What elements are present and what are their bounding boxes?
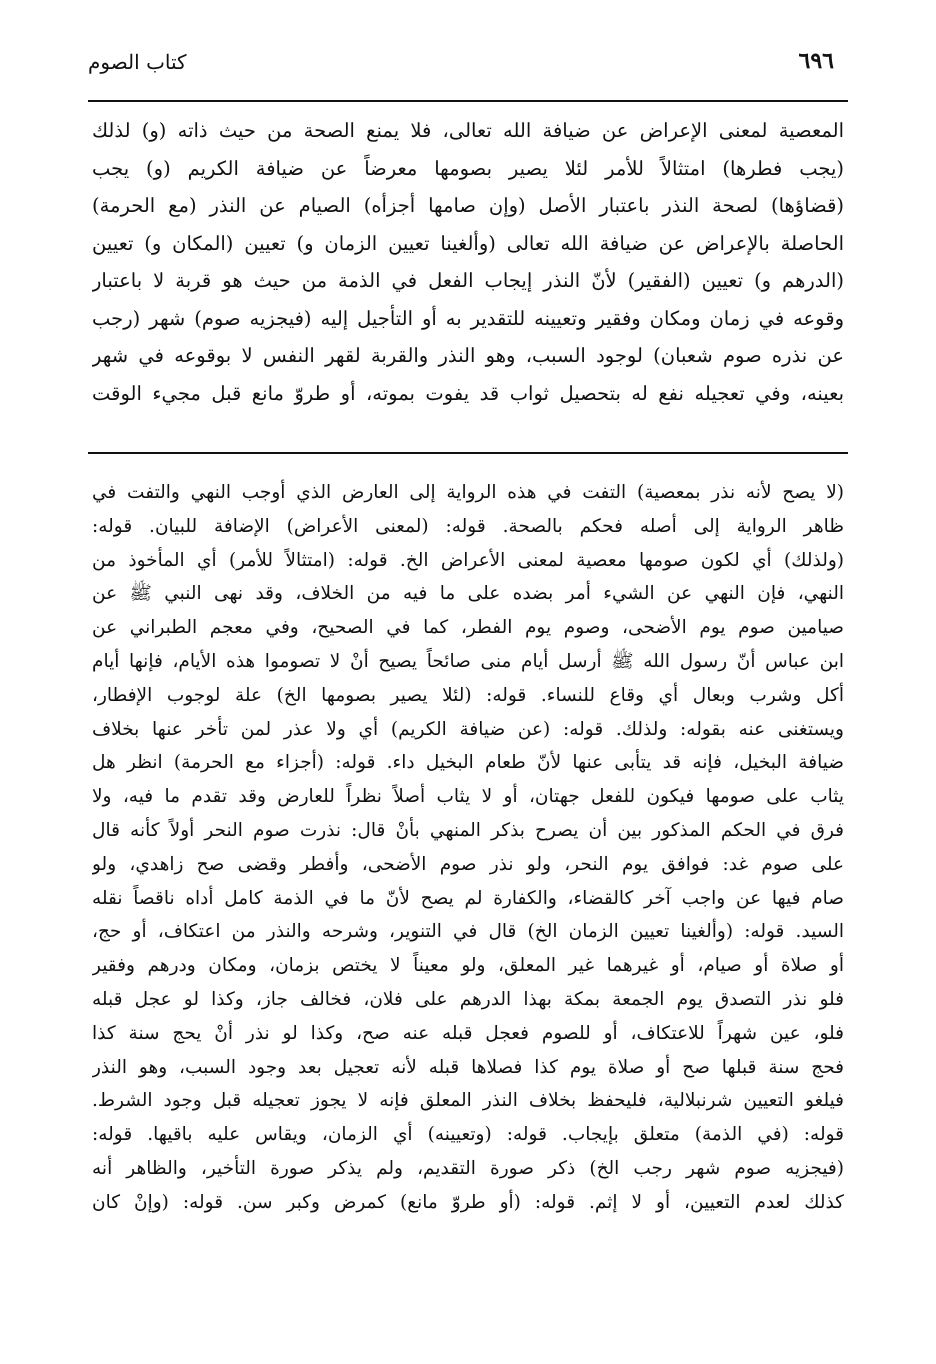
main-text-line: (قضاؤها) لصحة النذر باعتبار الأصل (وإن صامها أجزأه) الصيام عن النذر (مع الحرمة) — [92, 194, 844, 217]
main-text-line: (يجب فطرها) امتثالاً للأمر لئلا يصير بصومها معرضاً عن ضيافة الكريم (و) يجب — [92, 156, 844, 180]
commentary-line: قوله: (في الذمة) متعلق بإيجاب. قوله: (وتعيينه) أي الزمان، ويقاس عليه باقيها. قوله: — [92, 1124, 844, 1146]
commentary-line: فيلغو التعيين شرنبلالية، فليحفظ بخلاف النذر المعلق فإنه لا يجوز تعجيله قبل وجود الشرط. — [92, 1090, 844, 1112]
commentary-line: ظاهر الرواية إلى أصله فحكم بالصحة. قوله: (لمعنى الأعراض) الإضافة للبيان. قوله: — [92, 515, 844, 537]
commentary-line: يثاب على صومها فيكون للفعل جهتان، أو لا يثاب أصلاً نظراً للعارض وقد تقدم ما فيه، ولا — [92, 786, 844, 808]
commentary-line: أكل وشرب وبعال أي وقاع للنساء. قوله: (لئلا يصير بصومها الخ) علة لوجوب الإفطار، — [92, 684, 844, 706]
commentary-line: ابن عباس أنّ رسول الله ﷺ أرسل أيام منى صائحاً يصيح أنْ لا تصوموا هذه الأيام، فإنها أيام — [92, 650, 844, 672]
main-text-block — [92, 112, 844, 412]
commentary-line: فرق في الحكم المذكور بين أن يصرح بذكر المنهي بأنْ قال: نذرت صوم النحر أولاً كأنه قال — [92, 819, 844, 841]
section-divider — [88, 452, 848, 454]
commentary-line: كذلك لعدم التعيين، أو لا إثم. قوله: (أو طروّ مانع) كمرض وكبر سن. قوله: (وإنْ كان — [92, 1191, 844, 1213]
main-text-line: بعينه، وفي تعجيله نفع له بتحصيل ثواب قد يفوت بموته، أو طروّ مانع قبل مجيء الوقت — [92, 381, 844, 405]
main-text-line: المعصية لمعنى الإعراض عن ضيافة الله تعالى، فلا يمنع الصحة من حيث ذاته (و) لذلك — [92, 119, 844, 142]
commentary-line: ويستغنى عنه بقوله: ولذلك. قوله: (عن ضيافة الكريم) أي ولا عذر لمن تأخر عنها بخلاف — [92, 718, 844, 740]
commentary-line: صام فيها عن واجب آخر كالقضاء، والكفارة لم يصح لأنّ ما في الذمة كامل أداه ناقصاً نقله — [92, 887, 844, 909]
commentary-line: فحج سنة قبلها صح أو صلاة يوم كذا فصلاها قبله لأنه تعجيل بعد وجود السبب، وهو النذر — [92, 1056, 844, 1078]
main-text-line: الحاصلة بالإعراض عن ضيافة الله تعالى (وألغينا تعيين الزمان و) تعيين (المكان و) تعيين — [92, 231, 844, 255]
main-text-line: عن نذره صوم شعبان) لوجود السبب، وهو النذر والقربة لقهر النفس لا بوقوعه في شهر — [92, 344, 844, 367]
commentary-line: السيد. قوله: (وألغينا تعيين الزمان الخ) قال في التنوير، وشرحه والنذر من اعتكاف، أو حج، — [92, 921, 844, 943]
commentary-line: على صوم غد: فوافق يوم النحر، ولو نذر صوم الأضحى، وأفطر وقضى صح زاهدي، ولو — [92, 853, 844, 875]
page-number: ٦٩٦ — [798, 48, 834, 74]
commentary-line: (لا يصح لأنه نذر بمعصية) التفت في هذه الرواية إلى العارض الذي أوجب النهي والتفت في — [92, 482, 844, 503]
commentary-line: ضيافة البخيل، فإنه قد يتأبى عنها لأنّ طعام البخيل داء. قوله: (أجزاء مع الحرمة) انظر هل — [92, 752, 844, 774]
commentary-line: (فيجزيه صوم شهر رجب الخ) ذكر صورة التقديم، ولم يذكر صورة التأخير، والظاهر أنه — [92, 1157, 844, 1179]
commentary-line: فلو، عين شهراً للاعتكاف، أو للصوم فعجل قبله عنه صح، وكذا لو نذر أنْ يحج سنة كذا — [92, 1022, 844, 1044]
page-header — [88, 44, 848, 102]
commentary-line: صيامين صوم يوم الأضحى، وصوم يوم الفطر، كما في الصحيح، وفي معجم الطبراني عن — [92, 617, 844, 639]
main-text-line: (الدرهم و) تعيين (الفقير) لأنّ النذر إيجاب الفعل في الذمة من حيث هو قربة لا باعتبار — [92, 269, 844, 292]
book-title: كتاب الصوم — [88, 50, 187, 74]
commentary-block — [92, 476, 844, 1220]
commentary-line: فلو نذر التصدق يوم الجمعة بمكة بهذا الدرهم على فلان، فخالف جاز، وكذا لو عجل قبله — [92, 988, 844, 1010]
commentary-line: النهي، فإن النهي عن الشيء أمر بضده على ما فيه من الخلاف، وقد نهى النبي ﷺ عن — [92, 583, 844, 605]
commentary-line: أو صلاة أو صيام، أو غيرهما غير المعلق، ولو معيناً لا يختص بزمان، ومكان ودرهم وفقير — [92, 955, 844, 977]
commentary-line: (ولذلك) أي لكون صومها معصية لمعنى الأعراض الخ. قوله: (امتثالاً للأمر) أي المأخوذ من — [92, 549, 844, 571]
main-text-line: وقوعه في زمان ومكان وفقير وتعيينه للتقدير به أو التأجيل إليه (فيجزيه صوم) شهر (رجب — [92, 306, 844, 330]
